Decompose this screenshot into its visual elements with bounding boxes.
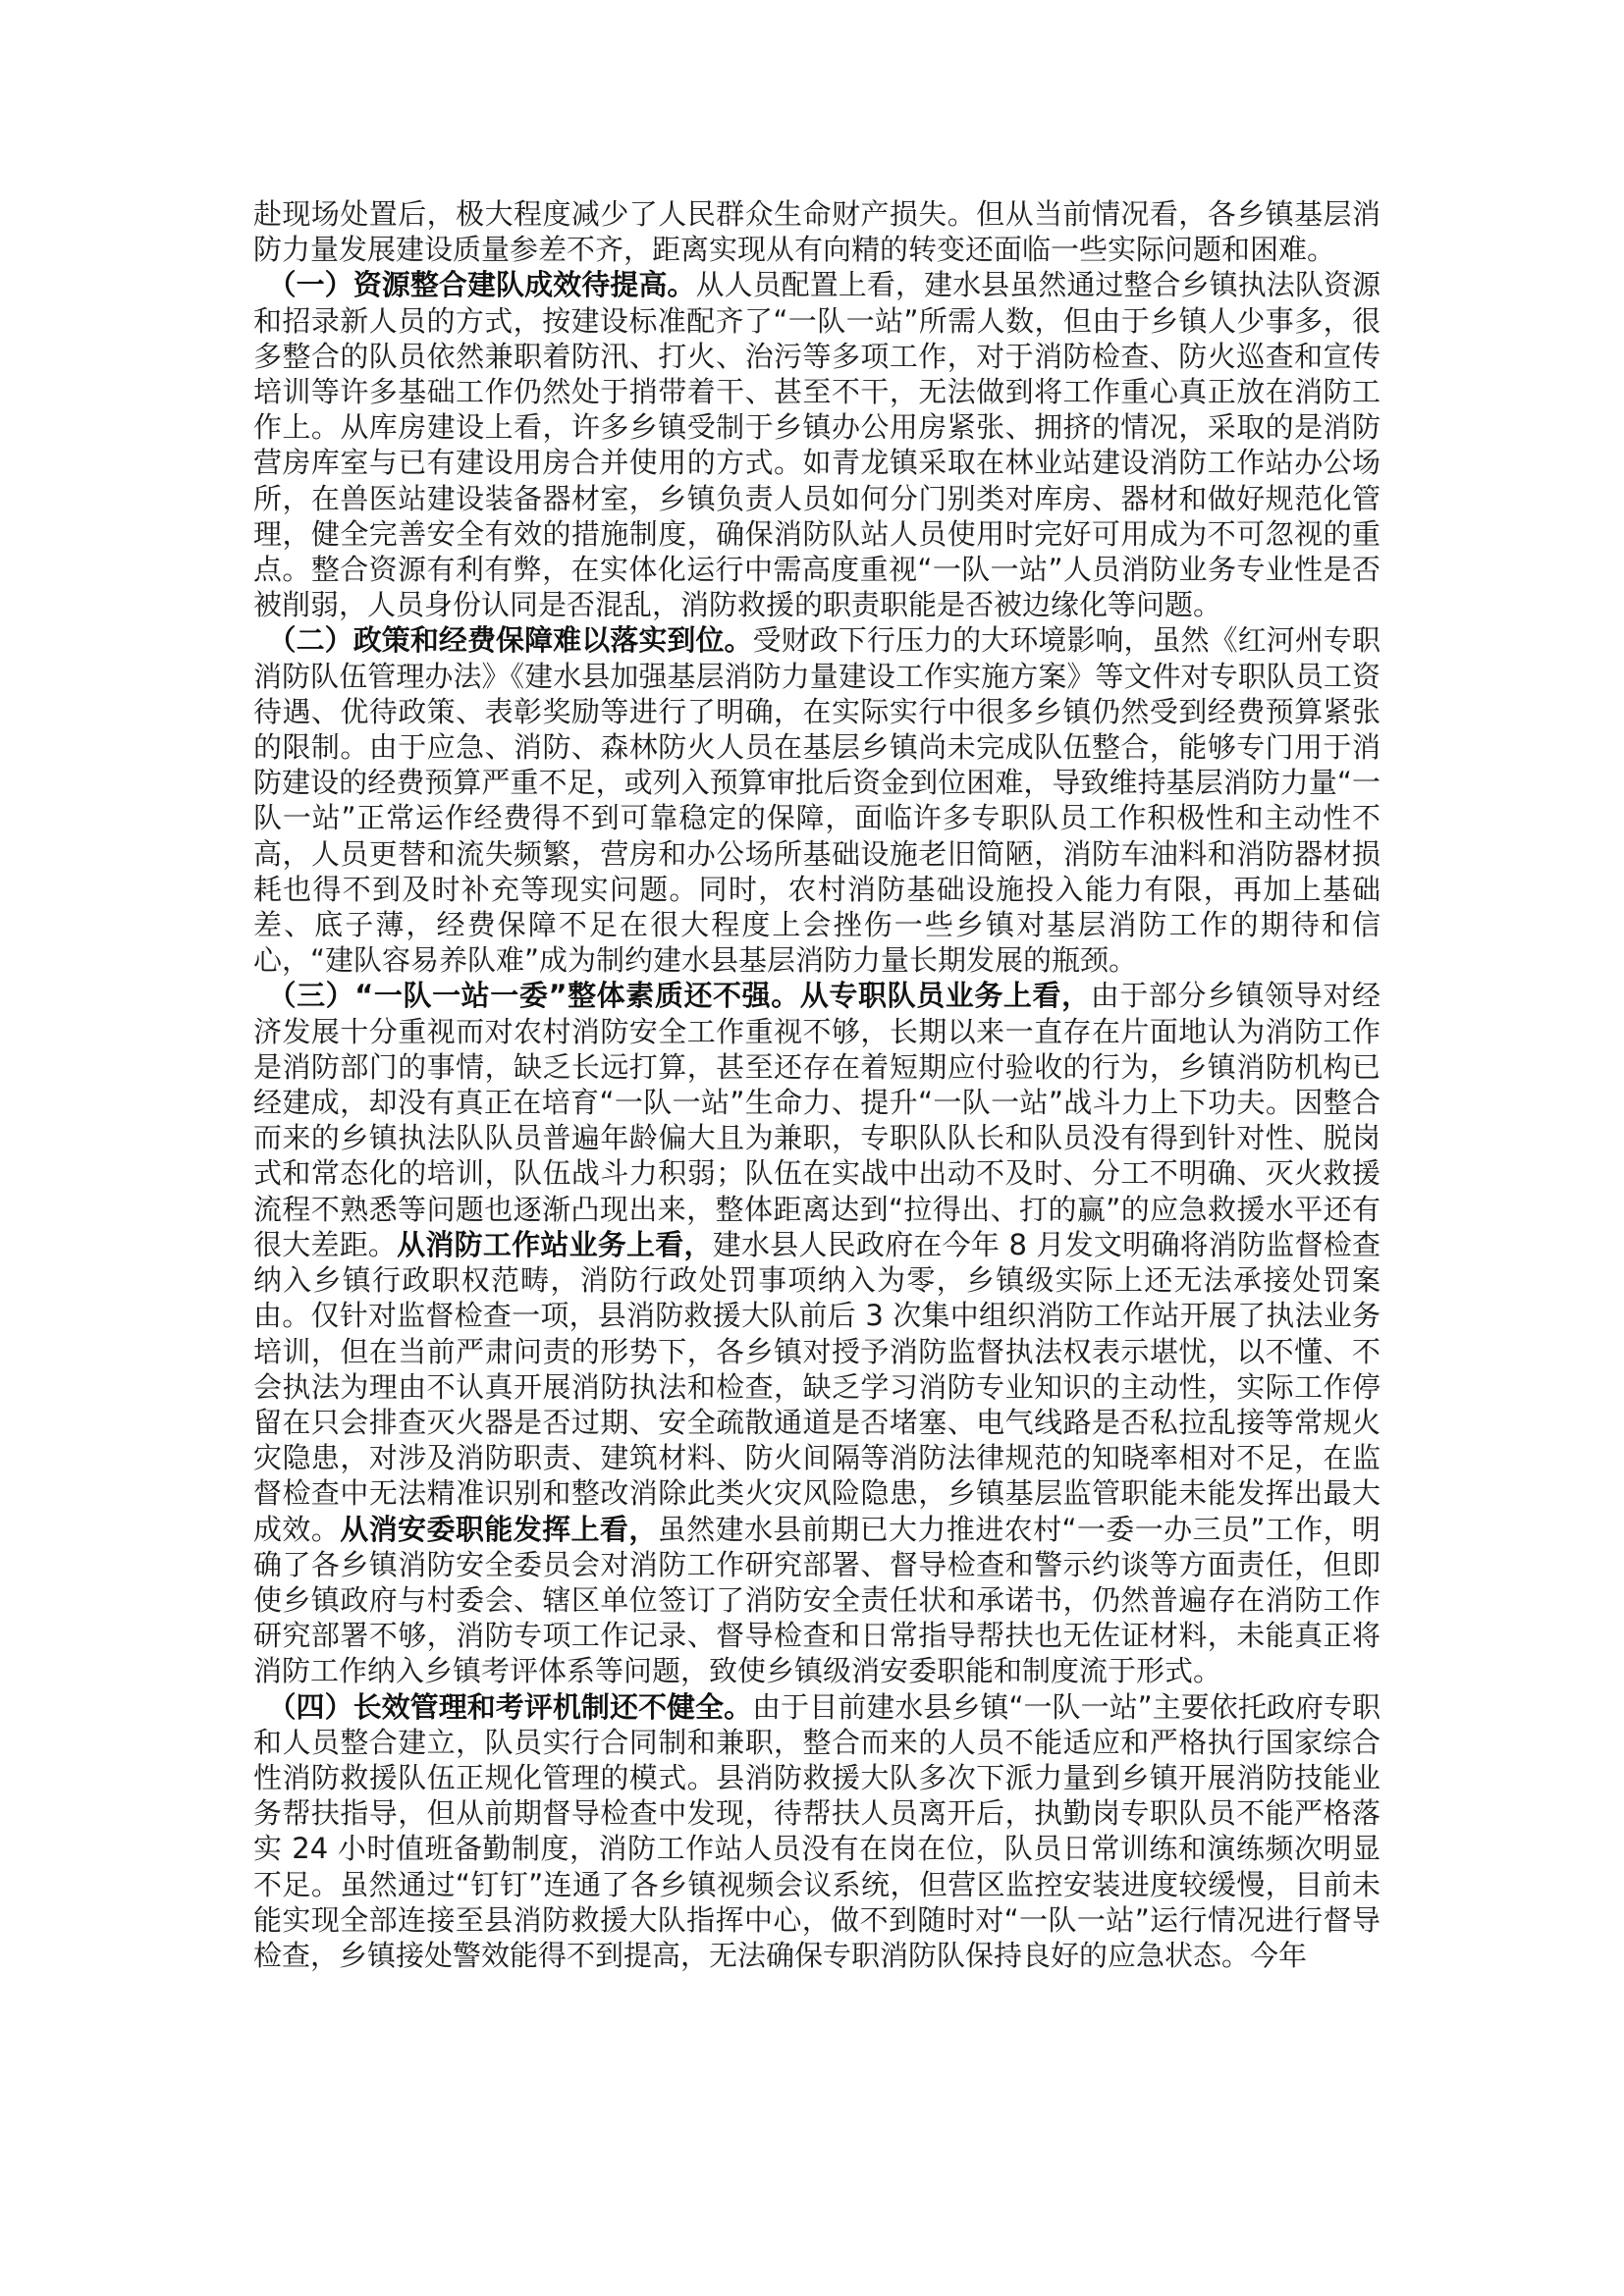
document-page [253, 196, 1380, 1973]
paragraph-text: 受财政下行压力的大环境影响，虽然《红河州专职消防队伍管理办法》《建水县加强基层消防力量建设工作实施方案》等文件对专职队员工资待遇、优待政策、表彰奖励等进行了明确，在实际实行中很多乡镇仍然受到经费预算紧张的限制。由于应急、消防、森林防火人员在基层乡镇尚未完成队伍整合，能够专门用于消防建设的经费预算严重不足，或列入预算审批后资金到位困难，导致维持基层消防力量“一队一站”正常运作经费得不到可靠稳定的保障，面临许多专职队员工作积极性和主动性不高，人员更替和流失频繁，营房和办公场所基础设施老旧简陋，消防车油料和消防器材损耗也得不到及时补充等现实问题。同时，农村消防基础设施投入能力有限，再加上基础差、底子薄，经费保障不足在很大程度上会挫伤一些乡镇对基层消防工作的期待和信心，“建队容易养队难”成为制约建水县基层消防力量长期发展的瓶颈。 [253, 623, 1380, 978]
subsection-heading: 从消防工作站业务上看， [397, 1227, 713, 1261]
paragraph-text: 从人员配置上看，建水县虽然通过整合乡镇执法队资源和招录新人员的方式，按建设标准配齐了“一队一站”所需人数，但由于乡镇人少事多，很多整合的队员依然兼职着防汛、打火、治污等多项工作，对于消防检查、防火巡查和宣传培训等许多基础工作仍然处于捎带着干、甚至不干，无法做到将工作重心真正放在消防工作上。从库房建设上看，许多乡镇受制于乡镇办公用房紧张、拥挤的情况，采取的是消防营房库室与已有建设用房合并使用的方式。如青龙镇采取在林业站建设消防工作站办公场所，在兽医站建设装备器材室，乡镇负责人员如何分门别类对库房、器材和做好规范化管理，健全完善安全有效的措施制度，确保消防队站人员使用时完好可用成为不可忽视的重点。整合资源有利有弊，在实体化运行中需高度重视“一队一站”人员消防业务专业性是否被削弱，人员身份认同是否混乱，消防救援的职责职能是否被边缘化等问题。 [253, 268, 1380, 622]
paragraph-text: 赴现场处置后，极大程度减少了人民群众生命财产损失。但从当前情况看，各乡镇基层消防力量发展建设质量参差不齐，距离实现从有向精的转变还面临一些实际问题和困难。 [253, 197, 1380, 267]
paragraph-intro [253, 196, 1380, 267]
paragraph-text: 由于目前建水县乡镇“一队一站”主要依托政府专职和人员整合建立，队员实行合同制和兼职，整合而来的人员不能适应和严格执行国家综合性消防救援队伍正规化管理的模式。县消防救援大队多次下派力量到乡镇开展消防技能业务帮扶指导，但从前期督导检查中发现，待帮扶人员离开后，执勤岗专职队员不能严格落实 24 小时值班备勤制度，消防工作站人员没有在岗在位，队员日常训练和演练频次明显不足。虽然通过“钉钉”连通了各乡镇视频会议系统，但营区监控安装进度较缓慢，目前未能实现全部连接至县消防救援大队指挥中心，做不到随时对“一队一站”运行情况进行督导检查，乡镇接处警效能得不到提高，无法确保专职消防队保持良好的应急状态。今年 [253, 1689, 1380, 1972]
section-heading: （二）政策和经费保障难以落实到位。 [267, 623, 753, 658]
paragraph-section-3 [253, 978, 1380, 1688]
section-heading: （一）资源整合建队成效待提高。 [267, 268, 696, 302]
paragraph-text: 由于部分乡镇领导对经济发展十分重视而对农村消防安全工作重视不够，长期以来一直存在片面地认为消防工作是消防部门的事情，缺乏长远打算，甚至还存在着短期应付验收的行为，乡镇消防机构已经建成，却没有真正在培育“一队一站”生命力、提升“一队一站”战斗力上下功夫。因整合而来的乡镇执法队队员普遍年龄偏大且为兼职，专职队队长和队员没有得到针对性、脱岗式和常态化的培训，队伍战斗力积弱；队伍在实战中出动不及时、分工不明确、灭火救援流程不熟悉等问题也逐渐凸现出来，整体距离达到“拉得出、打的赢”的应急救援水平还有很大差距。 [253, 979, 1380, 1261]
subsection-heading: 从消安委职能发挥上看， [340, 1512, 658, 1546]
section-heading: （三）“一队一站一委”整体素质还不强。从专职队员业务上看， [267, 979, 1091, 1013]
paragraph-section-2 [253, 622, 1380, 978]
paragraph-text: 虽然建水县前期已大力推进农村“一委一办三员”工作，明确了各乡镇消防安全委员会对消防工作研究部署、督导检查和警示约谈等方面责任，但即使乡镇政府与村委会、辖区单位签订了消防安全责任状和承诺书，仍然普遍存在消防工作研究部署不够，消防专项工作记录、督导检查和日常指导帮扶也无佐证材料，未能真正将消防工作纳入乡镇考评体系等问题，致使乡镇级消安委职能和制度流于形式。 [253, 1512, 1380, 1688]
paragraph-text: 建水县人民政府在今年 8 月发文明确将消防监督检查纳入乡镇行政职权范畴，消防行政处罚事项纳入为零，乡镇级实际上还无法承接处罚案由。仅针对监督检查一项，县消防救援大队前后 3 次集中组织消防工作站开展了执法业务培训，但在当前严肃问责的形势下，各乡镇对授予消防监督执法权表示堪忧，以不懂、不会执法为理由不认真开展消防执法和检查，缺乏学习消防专业知识的主动性，实际工作停留在只会排查灭火器是否过期、安全疏散通道是否堵塞、电气线路是否私拉乱接等常规火灾隐患，对涉及消防职责、建筑材料、防火间隔等消防法律规范的知晓率相对不足，在监督检查中无法精准识别和整改消除此类火灾风险隐患，乡镇基层监管职能未能发挥出最大成效。 [253, 1227, 1380, 1546]
paragraph-section-4 [253, 1689, 1380, 1974]
section-heading: （四）长效管理和考评机制还不健全。 [267, 1689, 753, 1724]
paragraph-section-1 [253, 267, 1380, 622]
